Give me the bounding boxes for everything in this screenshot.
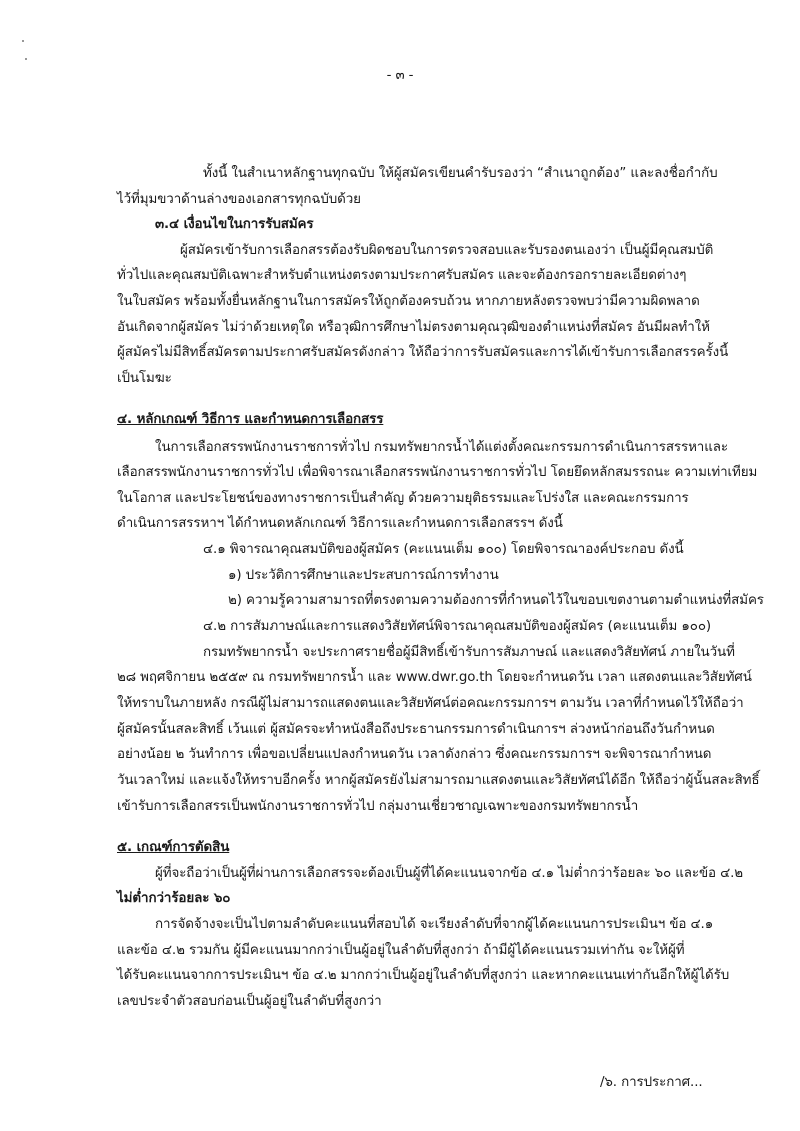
- continuation-note: /๖. การประกาศ...: [600, 1075, 703, 1090]
- section-heading-3-4: ๓.๔ เงื่อนไขในการรับสมัคร: [155, 217, 314, 232]
- paragraph-line: ผู้ที่จะถือว่าเป็นผู้ที่ผ่านการเลือกสรรจะต้องเป็นผู้ที่ได้คะแนนจากข้อ ๔.๑ ไม่ต่ำกว่าร้อยละ ๖๐ และข้อ ๔.๒: [155, 866, 744, 881]
- paragraph-line: อันเกิดจากผู้สมัคร ไม่ว่าด้วยเหตุใด หรือวุฒิการศึกษาไม่ตรงตามคุณวุฒิของตำแหน่งที่สมัคร อันมีผลทำให้: [117, 320, 710, 335]
- paragraph-line: เข้ารับการเลือกสรรเป็นพนักงานราชการทั่วไป กลุ่มงานเชี่ยวชาญเฉพาะของกรมทรัพยากรน้ำ: [117, 799, 639, 814]
- paragraph-line: อย่างน้อย ๒ วันทำการ เพื่อขอเปลี่ยนแปลงกำหนดวัน เวลาดังกล่าว ซึ่งคณะกรรมการฯ จะพิจารณากำหนด: [117, 747, 712, 762]
- subsection-4-1: ๔.๑ พิจารณาคุณสมบัติของผู้สมัคร (คะแนนเต็ม ๑๐๐) โดยพิจารณาองค์ประกอบ ดังนี้: [203, 542, 684, 557]
- paragraph-line: วันเวลาใหม่ และแจ้งให้ทราบอีกครั้ง หากผู้สมัครยังไม่สามารถมาแสดงตนและวิสัยทัศน์ได้อีก ให้ถือว่าผู้นั้นสละสิทธิ์: [117, 773, 760, 788]
- paragraph-line: ๒๘ พฤศจิกายน ๒๕๕๙ ณ กรมทรัพยากรน้ำ และ www.dwr.go.th โดยจะกำหนดวัน เวลา แสดงตนและวิสัยทัศน์: [117, 670, 752, 685]
- paragraph-line: กรมทรัพยากรน้ำ จะประกาศรายชื่อผู้มีสิทธิ์เข้ารับการสัมภาษณ์ และแสดงวิสัยทัศน์ ภายในวันที่: [203, 645, 735, 660]
- section-heading-5: ๕. เกณฑ์การตัดสิน: [117, 840, 230, 855]
- paragraph-line: ได้รับคะแนนจากการประเมินฯ ข้อ ๔.๒ มากกว่าเป็นผู้อยู่ในลำดับที่สูงกว่า และหากคะแนนเท่ากันอีกให้ผู้ได้รับ: [117, 968, 730, 983]
- paragraph-line: ดำเนินการสรรหาฯ ได้กำหนดหลักเกณฑ์ วิธีการและกำหนดการเลือกสรรฯ ดังนี้: [117, 516, 563, 531]
- paragraph-line: เลือกสรรพนักงานราชการทั่วไป เพื่อพิจารณาเลือกสรรพนักงานราชการทั่วไป โดยยึดหลักสมรรถนะ ความเท่าเทียม: [117, 465, 758, 480]
- subsection-4-2: ๔.๒ การสัมภาษณ์และการแสดงวิสัยทัศน์พิจารณาคุณสมบัติของผู้สมัคร (คะแนนเต็ม ๑๐๐): [203, 619, 712, 634]
- paragraph-line: ทั้งนี้ ในสำเนาหลักฐานทุกฉบับ ให้ผู้สมัครเขียนคำรับรองว่า “สำเนาถูกต้อง” และลงชื่อกำกับ: [203, 166, 718, 181]
- list-item: ๑) ประวัติการศึกษาและประสบการณ์การทำงาน: [228, 568, 499, 583]
- scan-speck: [25, 58, 27, 60]
- paragraph-line: ผู้สมัครนั้นสละสิทธิ์ เว้นแต่ ผู้สมัครจะทำหนังสือถึงประธานกรรมการดำเนินการฯ ล่วงหน้าก่อนถึงวันกำหนด: [117, 722, 715, 737]
- paragraph-line: ในการเลือกสรรพนักงานราชการทั่วไป กรมทรัพยากรน้ำได้แต่งตั้งคณะกรรมการดำเนินการสรรหาและ: [155, 440, 728, 455]
- paragraph-line: ไม่ต่ำกว่าร้อยละ ๖๐: [117, 891, 231, 906]
- page-number: - ๓ -: [386, 68, 414, 83]
- paragraph-line: และข้อ ๔.๒ รวมกัน ผู้มีคะแนนมากกว่าเป็นผู้อยู่ในลำดับที่สูงกว่า ถ้ามีผู้ได้คะแนนรวมเท่ากัน จะให้ผู้ที่: [117, 943, 685, 958]
- scan-speck: [22, 40, 24, 42]
- paragraph-line: ในใบสมัคร พร้อมทั้งยื่นหลักฐานในการสมัครให้ถูกต้องครบถ้วน หากภายหลังตรวจพบว่ามีความผิดพลาด: [117, 294, 700, 309]
- paragraph-line: ไว้ที่มุมขวาด้านล่างของเอกสารทุกฉบับด้วย: [117, 192, 361, 207]
- paragraph-line: ผู้สมัครเข้ารับการเลือกสรรต้องรับผิดชอบในการตรวจสอบและรับรองตนเองว่า เป็นผู้มีคุณสมบัติ: [180, 243, 714, 258]
- paragraph-line: เลขประจำตัวสอบก่อนเป็นผู้อยู่ในลำดับที่สูงกว่า: [117, 994, 382, 1009]
- list-item: ๒) ความรู้ความสามารถที่ตรงตามความต้องการที่กำหนดไว้ในขอบเขตงานตามตำแหน่งที่สมัคร: [228, 593, 764, 608]
- paragraph-line: ผู้สมัครไม่มีสิทธิ์สมัครตามประกาศรับสมัครดังกล่าว ให้ถือว่าการรับสมัครและการได้เข้ารับการเลือกสรรครั้งนี้: [117, 345, 729, 360]
- section-heading-4: ๔. หลักเกณฑ์ วิธีการ และกำหนดการเลือกสรร: [117, 412, 384, 427]
- paragraph-line: การจัดจ้างจะเป็นไปตามลำดับคะแนนที่สอบได้ จะเรียงลำดับที่จากผู้ได้คะแนนการประเมินฯ ข้อ ๔.๑: [155, 917, 714, 932]
- paragraph-line: ทั่วไปและคุณสมบัติเฉพาะสำหรับตำแหน่งตรงตามประกาศรับสมัคร และจะต้องกรอกรายละเอียดต่างๆ: [117, 268, 687, 283]
- paragraph-line: ให้ทราบในภายหลัง กรณีผู้ไม่สามารถแสดงตนและวิสัยทัศน์ต่อคณะกรรมการฯ ตามวัน เวลาที่กำหนดไว้ให้ถือว่า: [117, 696, 744, 711]
- paragraph-line: เป็นโมฆะ: [117, 371, 172, 386]
- paragraph-line: ในโอกาส และประโยชน์ของทางราชการเป็นสำคัญ ด้วยความยุติธรรมและโปร่งใส และคณะกรรมการ: [117, 491, 689, 506]
